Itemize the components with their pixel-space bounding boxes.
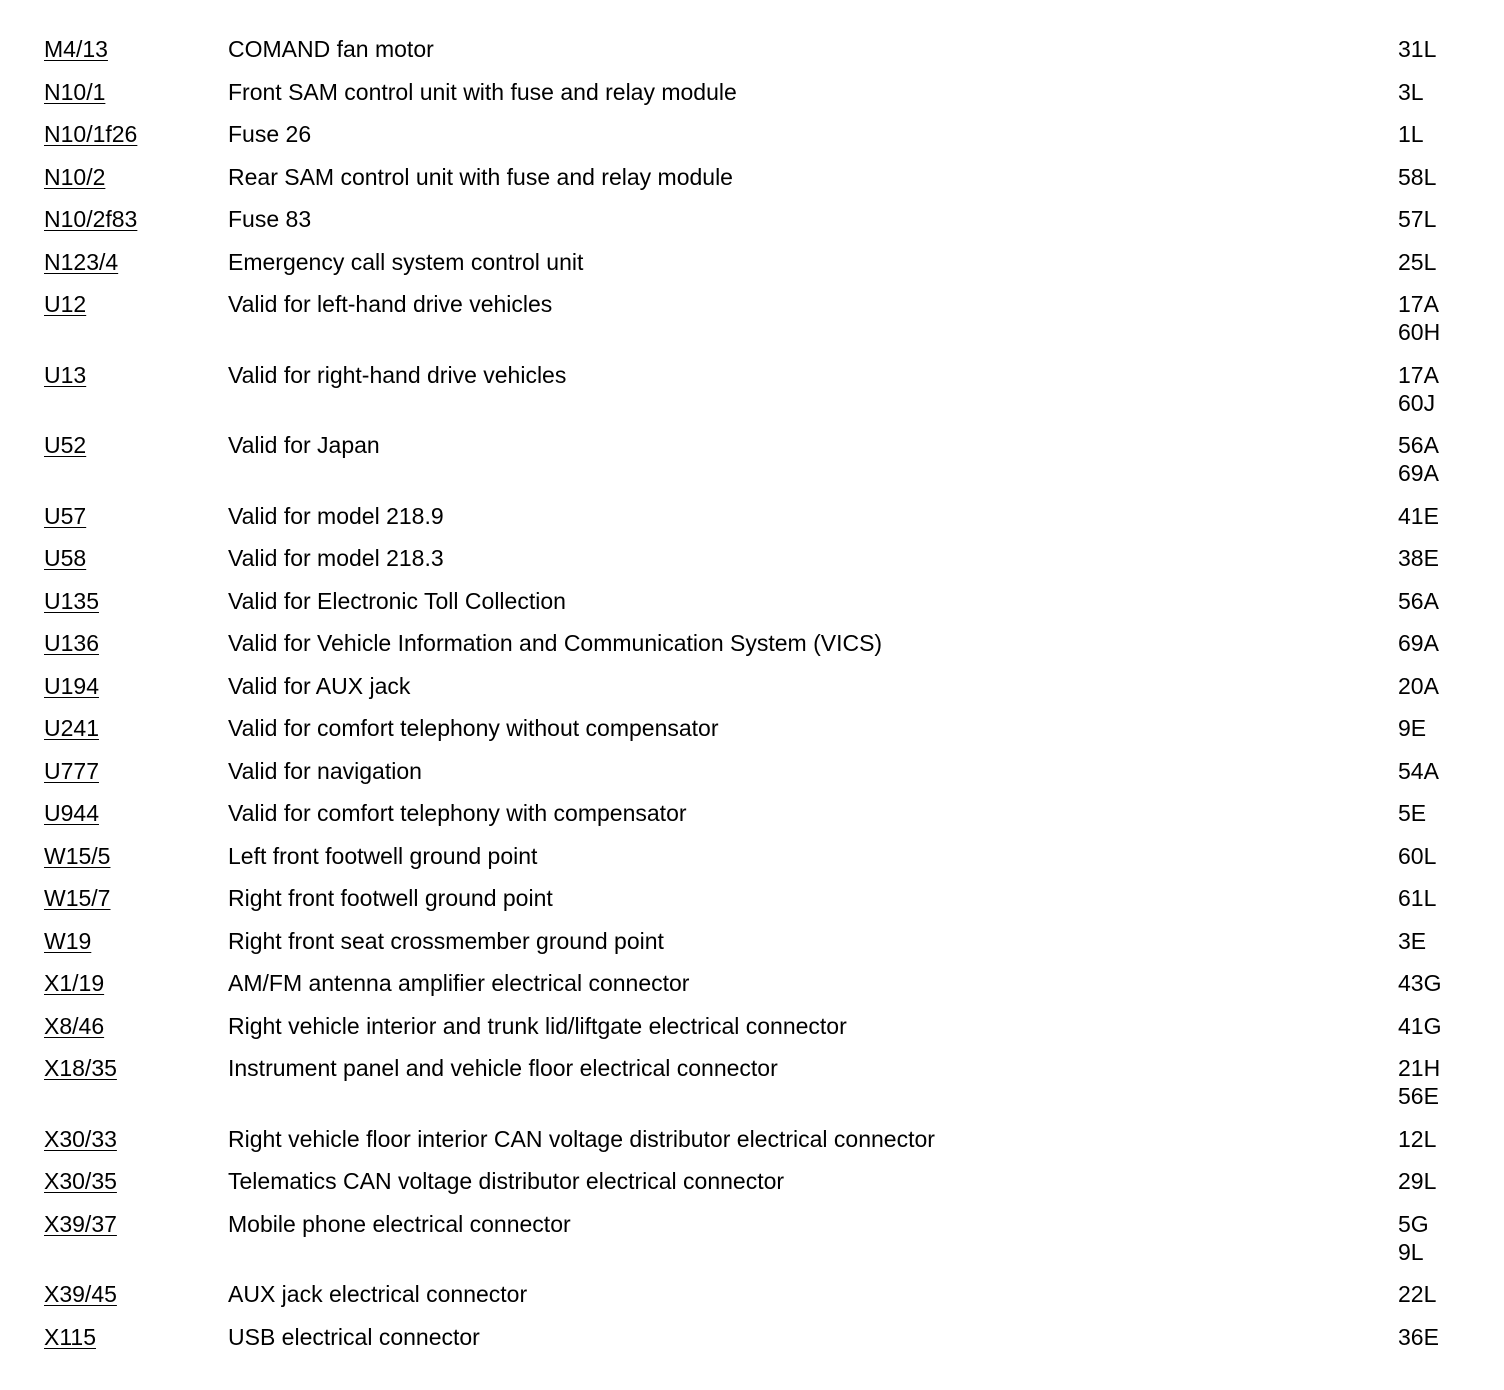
grid-references bbox=[1398, 714, 1464, 742]
component-description: AUX jack electrical connector bbox=[228, 1281, 528, 1307]
grid-reference: 12L bbox=[1398, 1125, 1437, 1152]
component-description: Valid for comfort telephony without compensator bbox=[228, 715, 719, 741]
component-description: Valid for left-hand drive vehicles bbox=[228, 291, 553, 317]
component-description: Fuse 26 bbox=[228, 121, 312, 147]
component-description: Mobile phone electrical connector bbox=[228, 1210, 571, 1237]
legend-row bbox=[44, 757, 1464, 785]
legend-row bbox=[44, 205, 1464, 233]
grid-references bbox=[1398, 431, 1464, 487]
grid-references bbox=[1398, 1210, 1464, 1266]
grid-reference: 9L bbox=[1398, 1238, 1424, 1265]
legend-row bbox=[44, 629, 1464, 657]
component-code-link[interactable]: U57 bbox=[44, 502, 87, 529]
grid-reference: 5E bbox=[1398, 800, 1427, 826]
grid-references bbox=[1398, 799, 1464, 827]
component-code-link[interactable]: W15/7 bbox=[44, 885, 111, 911]
legend-row bbox=[44, 884, 1464, 912]
component-code-link[interactable]: X18/35 bbox=[44, 1055, 117, 1081]
legend-row bbox=[44, 1054, 1464, 1110]
legend-row bbox=[44, 672, 1464, 700]
grid-reference: 56E bbox=[1398, 1083, 1439, 1109]
grid-reference: 54A bbox=[1398, 757, 1439, 784]
component-description: Valid for Electronic Toll Collection bbox=[228, 587, 566, 614]
grid-references bbox=[1398, 248, 1464, 276]
grid-references bbox=[1398, 587, 1464, 615]
grid-references bbox=[1398, 1280, 1464, 1308]
legend-row bbox=[44, 1280, 1464, 1308]
component-description: Valid for model 218.9 bbox=[228, 502, 444, 529]
grid-reference: 60H bbox=[1398, 319, 1441, 345]
grid-reference: 56A bbox=[1398, 587, 1439, 614]
component-description: Valid for Japan bbox=[228, 432, 380, 458]
grid-reference: 56A bbox=[1398, 432, 1439, 458]
component-code-link[interactable]: X30/33 bbox=[44, 1125, 117, 1152]
grid-references bbox=[1398, 884, 1464, 912]
grid-reference: 22L bbox=[1398, 1281, 1437, 1307]
legend-row bbox=[44, 248, 1464, 276]
component-description: Right vehicle interior and trunk lid/liftgate electrical connector bbox=[228, 1012, 847, 1039]
grid-reference: 20A bbox=[1398, 672, 1439, 699]
legend-row bbox=[44, 361, 1464, 417]
grid-reference: 1L bbox=[1398, 121, 1424, 147]
component-code-link[interactable]: X115 bbox=[44, 1323, 97, 1350]
component-description: Right vehicle floor interior CAN voltage distributor electrical connector bbox=[228, 1125, 935, 1152]
grid-reference: 60J bbox=[1398, 389, 1436, 416]
grid-references bbox=[1398, 1125, 1464, 1153]
grid-references bbox=[1398, 842, 1464, 870]
component-description: COMAND fan motor bbox=[228, 36, 434, 62]
grid-references bbox=[1398, 290, 1464, 346]
component-description: Right front footwell ground point bbox=[228, 885, 553, 911]
legend-row bbox=[44, 1012, 1464, 1040]
grid-references bbox=[1398, 672, 1464, 700]
component-code-link[interactable]: U194 bbox=[44, 672, 99, 699]
grid-reference: 21H bbox=[1398, 1055, 1441, 1081]
legend-row bbox=[44, 587, 1464, 615]
component-description: Valid for navigation bbox=[228, 757, 422, 784]
component-code-link[interactable]: U58 bbox=[44, 545, 87, 571]
component-code-link[interactable]: U12 bbox=[44, 291, 87, 317]
component-code-link[interactable]: X1/19 bbox=[44, 970, 105, 996]
grid-reference: 3E bbox=[1398, 927, 1427, 954]
legend-row bbox=[44, 120, 1464, 148]
component-code-link[interactable]: W19 bbox=[44, 927, 92, 954]
legend-row bbox=[44, 290, 1464, 346]
component-description: Rear SAM control unit with fuse and relay module bbox=[228, 163, 733, 190]
grid-reference: 31L bbox=[1398, 36, 1437, 62]
legend-row bbox=[44, 35, 1464, 63]
component-code-link[interactable]: U136 bbox=[44, 630, 99, 656]
component-code-link[interactable]: M4/13 bbox=[44, 36, 108, 62]
grid-references bbox=[1398, 1323, 1464, 1351]
legend-row bbox=[44, 544, 1464, 572]
grid-references bbox=[1398, 205, 1464, 233]
component-description: Left front footwell ground point bbox=[228, 842, 538, 869]
grid-references bbox=[1398, 927, 1464, 955]
grid-references bbox=[1398, 544, 1464, 572]
grid-references bbox=[1398, 1012, 1464, 1040]
grid-reference: 29L bbox=[1398, 1168, 1437, 1194]
grid-reference: 5G bbox=[1398, 1210, 1429, 1237]
component-description: Valid for model 218.3 bbox=[228, 545, 444, 571]
component-code-link[interactable]: U944 bbox=[44, 800, 99, 826]
legend-row bbox=[44, 842, 1464, 870]
legend-row bbox=[44, 927, 1464, 955]
component-description: Instrument panel and vehicle floor electrical connector bbox=[228, 1055, 778, 1081]
legend-row bbox=[44, 969, 1464, 997]
legend-row bbox=[44, 1125, 1464, 1153]
grid-reference: 69A bbox=[1398, 460, 1439, 486]
grid-references bbox=[1398, 969, 1464, 997]
component-legend-table bbox=[44, 35, 1464, 1365]
grid-references bbox=[1398, 163, 1464, 191]
grid-references bbox=[1398, 1167, 1464, 1195]
component-code-link[interactable]: N123/4 bbox=[44, 248, 119, 275]
component-description: Valid for right-hand drive vehicles bbox=[228, 361, 567, 388]
grid-reference: 25L bbox=[1398, 248, 1437, 275]
grid-references bbox=[1398, 35, 1464, 63]
legend-row bbox=[44, 1323, 1464, 1351]
legend-row bbox=[44, 502, 1464, 530]
legend-row bbox=[44, 1167, 1464, 1195]
grid-references bbox=[1398, 361, 1464, 417]
component-description: Right front seat crossmember ground point bbox=[228, 927, 664, 954]
component-code-link[interactable]: X8/46 bbox=[44, 1012, 105, 1039]
grid-references bbox=[1398, 1054, 1464, 1110]
grid-reference: 38E bbox=[1398, 545, 1439, 571]
component-description: USB electrical connector bbox=[228, 1323, 480, 1350]
grid-reference: 69A bbox=[1398, 630, 1439, 656]
grid-reference: 60L bbox=[1398, 842, 1437, 869]
grid-reference: 43G bbox=[1398, 970, 1442, 996]
component-code-link[interactable]: N10/2f83 bbox=[44, 206, 138, 232]
grid-reference: 17A bbox=[1398, 361, 1439, 388]
grid-reference: 61L bbox=[1398, 885, 1437, 911]
grid-reference: 58L bbox=[1398, 163, 1437, 190]
component-code-link[interactable]: N10/1f26 bbox=[44, 121, 138, 147]
component-code-link[interactable]: W15/5 bbox=[44, 842, 111, 869]
component-description: Valid for AUX jack bbox=[228, 672, 411, 699]
component-description: Valid for Vehicle Information and Communication System (VICS) bbox=[228, 630, 883, 656]
component-description: Valid for comfort telephony with compensator bbox=[228, 800, 687, 826]
legend-row bbox=[44, 714, 1464, 742]
component-description: AM/FM antenna amplifier electrical connector bbox=[228, 970, 690, 996]
legend-row bbox=[44, 799, 1464, 827]
component-code-link[interactable]: U13 bbox=[44, 361, 87, 388]
grid-references bbox=[1398, 502, 1464, 530]
legend-row bbox=[44, 1210, 1464, 1266]
legend-row bbox=[44, 431, 1464, 487]
component-code-link[interactable]: X30/35 bbox=[44, 1168, 117, 1194]
component-code-link[interactable]: U52 bbox=[44, 432, 87, 458]
grid-references bbox=[1398, 629, 1464, 657]
component-description: Emergency call system control unit bbox=[228, 248, 584, 275]
component-code-link[interactable]: X39/45 bbox=[44, 1281, 117, 1307]
grid-reference: 3L bbox=[1398, 78, 1424, 105]
grid-reference: 9E bbox=[1398, 715, 1427, 741]
component-code-link[interactable]: U777 bbox=[44, 757, 99, 784]
legend-row bbox=[44, 163, 1464, 191]
component-description: Telematics CAN voltage distributor electrical connector bbox=[228, 1168, 785, 1194]
component-code-link[interactable]: U241 bbox=[44, 715, 99, 741]
component-code-link[interactable]: X39/37 bbox=[44, 1210, 117, 1237]
legend-row bbox=[44, 78, 1464, 106]
grid-reference: 57L bbox=[1398, 206, 1437, 232]
grid-reference: 41G bbox=[1398, 1012, 1442, 1039]
grid-reference: 41E bbox=[1398, 502, 1439, 529]
grid-reference: 17A bbox=[1398, 291, 1439, 317]
grid-references bbox=[1398, 757, 1464, 785]
component-description: Front SAM control unit with fuse and relay module bbox=[228, 78, 737, 105]
component-description: Fuse 83 bbox=[228, 206, 312, 232]
grid-references bbox=[1398, 120, 1464, 148]
component-code-link[interactable]: N10/2 bbox=[44, 163, 106, 190]
component-code-link[interactable]: N10/1 bbox=[44, 78, 106, 105]
grid-reference: 36E bbox=[1398, 1323, 1439, 1350]
grid-references bbox=[1398, 78, 1464, 106]
component-code-link[interactable]: U135 bbox=[44, 587, 99, 614]
